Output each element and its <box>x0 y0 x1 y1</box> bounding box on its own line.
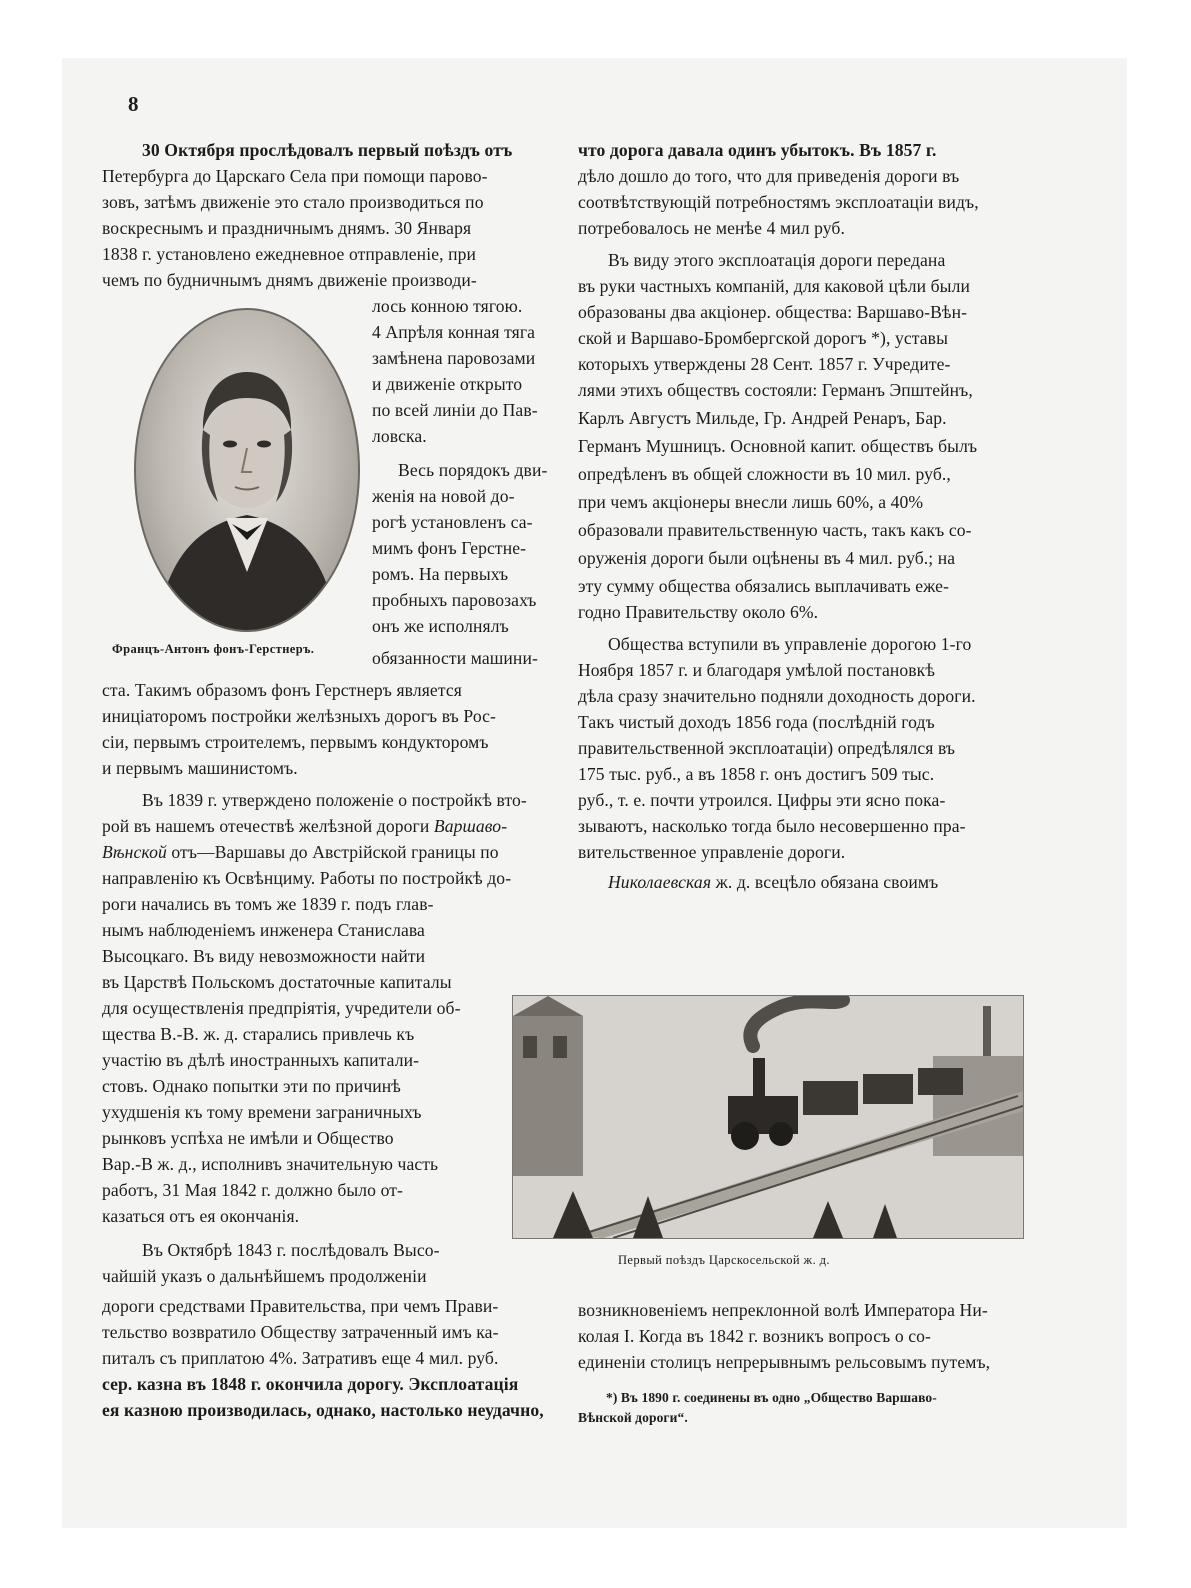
footnote-line-2: Вѣнской дороги“. <box>578 1410 688 1425</box>
left-line-33: для осуществленія предпріятія, учредители об- <box>102 998 461 1018</box>
right-line-3: соотвѣтствующій потребностямъ эксплоатаціи видъ, <box>578 192 979 212</box>
right-line-19: Общества вступили въ управленіе дорогою 1-го <box>608 634 972 654</box>
left-line-46: питалъ съ приплатою 4%. Затративъ еще 4 мил. руб. <box>102 1348 499 1368</box>
right-line-20: Ноября 1857 г. и благодаря умѣлой постановкѣ <box>578 660 935 680</box>
right-line-24: 175 тыс. руб., а въ 1858 г. онъ достигъ 509 тыс. <box>578 764 935 784</box>
left-line-1: 30 Октября прослѣдовалъ первый поѣздъ отъ <box>142 140 513 160</box>
left-line-34: щества В.-В. ж. д. старались привлечь къ <box>102 1024 415 1044</box>
right-line-27: вительственное управленіе дороги. <box>578 842 846 862</box>
left-line-15: рогѣ установленъ са- <box>372 512 533 532</box>
right-line-8: ской и Варшаво-Бромбергской дорогъ *), уставы <box>578 328 948 348</box>
right-line-11: Карлъ Августъ Мильде, Гр. Андрей Ренаръ, Бар. <box>578 408 947 428</box>
left-line-12: ловска. <box>372 426 427 446</box>
portrait-drawing <box>136 310 358 630</box>
left-line-18: пробныхъ паровозахъ <box>372 590 537 610</box>
left-line-16: мимъ фонъ Герстне- <box>372 538 527 558</box>
right-line-31: единеніи столицъ непрерывнымъ рельсовымъ путемъ, <box>578 1352 991 1372</box>
left-line-9: замѣнена паровозами <box>372 348 536 368</box>
left-line-29: роги начались въ томъ же 1839 г. подъ глав- <box>102 894 434 914</box>
left-line-37: ухудшенія къ тому времени заграничныхъ <box>102 1102 422 1122</box>
train-illustration <box>512 995 1024 1239</box>
right-line-18: годно Правительству около 6%. <box>578 602 819 622</box>
right-line-21: дѣла сразу значительно подняли доходность дороги. <box>578 686 976 706</box>
left-line-31: Высоцкаго. Въ виду невозможности найти <box>102 946 426 966</box>
portrait-caption: Францъ-Антонъ фонъ-Герстнеръ. <box>112 642 315 656</box>
left-line-47: сер. казна въ 1848 г. окончила дорогу. Эксплоатація <box>102 1374 519 1394</box>
left-line-23: сіи, первымъ строителемъ, первымъ кондукторомъ <box>102 732 489 752</box>
left-line-30: нымъ наблюденіемъ инженера Станислава <box>102 920 425 940</box>
left-line-40: работъ, 31 Мая 1842 г. должно было от- <box>102 1180 403 1200</box>
left-line-36: стовъ. Однако попытки эти по причинѣ <box>102 1076 401 1096</box>
left-line-6: чемъ по будничнымъ днямъ движеніе производи- <box>102 270 477 290</box>
left-line-44: дороги средствами Правительства, при чемъ Прави- <box>102 1296 499 1316</box>
right-line-6: въ руки частныхъ компаній, для каковой цѣли были <box>578 276 970 296</box>
train-drawing <box>513 996 1023 1238</box>
right-line-26: зываютъ, насколько тогда было несовершенно пра- <box>578 816 966 836</box>
left-line-13: Весь порядокъ дви- <box>398 460 548 480</box>
left-line-42: Въ Октябрѣ 1843 г. послѣдовалъ Высо- <box>142 1240 440 1260</box>
left-line-32: въ Царствѣ Польскомъ достаточные капиталы <box>102 972 452 992</box>
left-line-27 <box>102 842 499 862</box>
right-line-28-text: ж. д. всецѣло обязана своимъ <box>711 872 939 892</box>
right-line-23: правительственной эксплоатаціи) опредѣлялся въ <box>578 738 956 758</box>
left-line-38: рынковъ успѣха не имѣли и Общество <box>102 1128 394 1148</box>
right-line-25: руб., т. е. почти утроился. Цифры эти ясно пока- <box>578 790 946 810</box>
right-line-22: Такъ чистый доходъ 1856 года (послѣдній годъ <box>578 712 935 732</box>
left-line-17: ромъ. На первыхъ <box>372 564 509 584</box>
left-line-25: Въ 1839 г. утверждено положеніе о постройкѣ вто- <box>142 790 527 810</box>
right-line-15: образовали правительственную часть, такъ какъ со- <box>578 520 972 540</box>
left-line-4: воскреснымъ и праздничнымъ днямъ. 30 Января <box>102 218 472 238</box>
left-line-45: тельство возвратило Обществу затраченный имъ ка- <box>102 1322 499 1342</box>
left-line-26-italic: Варшаво- <box>433 816 508 836</box>
left-line-24: и первымъ машинистомъ. <box>102 758 298 778</box>
right-line-30: колая I. Когда въ 1842 г. возникъ вопросъ о со- <box>578 1326 931 1346</box>
left-line-7: лось конною тягою. <box>372 296 523 316</box>
left-line-21: ста. Такимъ образомъ фонъ Герстнеръ является <box>102 680 462 700</box>
left-line-8: 4 Апрѣля конная тяга <box>372 322 536 342</box>
left-line-48: ея казною производилась, однако, настолько неудачно, <box>102 1400 544 1420</box>
left-line-39: Вар.-В ж. д., исполнивъ значительную часть <box>102 1154 439 1174</box>
right-line-14: при чемъ акціонеры внесли лишь 60%, а 40% <box>578 492 924 512</box>
left-line-28: направленію къ Освѣнциму. Работы по постройкѣ до- <box>102 868 512 888</box>
right-line-29: возникновеніемъ непреклонной волѣ Императора Ни- <box>578 1300 988 1320</box>
left-line-5: 1838 г. установлено ежедневное отправленіе, при <box>102 244 477 264</box>
left-line-22: иниціаторомъ постройки желѣзныхъ дорогъ въ Рос- <box>102 706 497 726</box>
train-caption: Первый поѣздъ Царскосельской ж. д. <box>618 1253 830 1267</box>
left-line-26-text: рой въ нашемъ отечествѣ желѣзной дороги <box>102 816 434 836</box>
right-line-16: оруженія дороги были оцѣнены въ 4 мил. руб.; на <box>578 548 956 568</box>
right-line-12: Германъ Мушницъ. Основной капит. обществъ былъ <box>578 436 978 456</box>
page-number: 8 <box>128 92 140 116</box>
left-line-27-text: отъ—Варшавы до Австрійской границы по <box>166 842 499 862</box>
right-line-7: образованы два акціонер. общества: Варшаво-Вѣн- <box>578 302 968 322</box>
left-line-10: и движеніе открыто <box>372 374 523 394</box>
right-line-17: эту сумму общества обязались выплачивать еже- <box>578 576 950 596</box>
left-line-14: женія на новой до- <box>372 486 515 506</box>
left-line-41: казаться отъ ея окончанія. <box>102 1206 300 1226</box>
right-line-13: опредѣленъ въ общей сложности въ 10 мил. руб., <box>578 464 951 484</box>
left-line-11: по всей линіи до Пав- <box>372 400 538 420</box>
left-line-27-italic: Вѣнской <box>102 842 167 862</box>
left-line-35: участію въ дѣлѣ иностранныхъ капитали- <box>102 1050 420 1070</box>
left-line-19: онъ же исполнялъ <box>372 616 509 636</box>
left-line-3: зовъ, затѣмъ движеніе это стало производиться по <box>102 192 484 212</box>
right-line-5: Въ виду этого эксплоатація дороги передана <box>608 250 946 270</box>
left-line-2: Петербурга до Царскаго Села при помощи парово- <box>102 166 488 186</box>
left-line-20: обязанности машини- <box>372 648 538 668</box>
right-line-28-italic: Николаевская <box>608 872 712 892</box>
right-line-28 <box>608 872 938 892</box>
right-line-9: которыхъ утверждены 28 Сент. 1857 г. Учредите- <box>578 354 951 374</box>
right-line-1: что дорога давала одинъ убытокъ. Въ 1857 г. <box>578 140 937 160</box>
right-line-4: потребовалось не менѣе 4 мил руб. <box>578 218 845 238</box>
right-line-10: лями этихъ обществъ состояли: Германъ Эпштейнъ, <box>578 380 973 400</box>
right-line-2: дѣло дошло до того, что для приведенія дороги въ <box>578 166 960 186</box>
footnote-line-1: *) Въ 1890 г. соединены въ одно „Общество Варшаво- <box>606 1390 937 1405</box>
portrait-illustration <box>134 308 360 632</box>
left-line-43: чайшій указъ о дальнѣйшемъ продолженіи <box>102 1266 427 1286</box>
left-line-26 <box>102 816 507 836</box>
